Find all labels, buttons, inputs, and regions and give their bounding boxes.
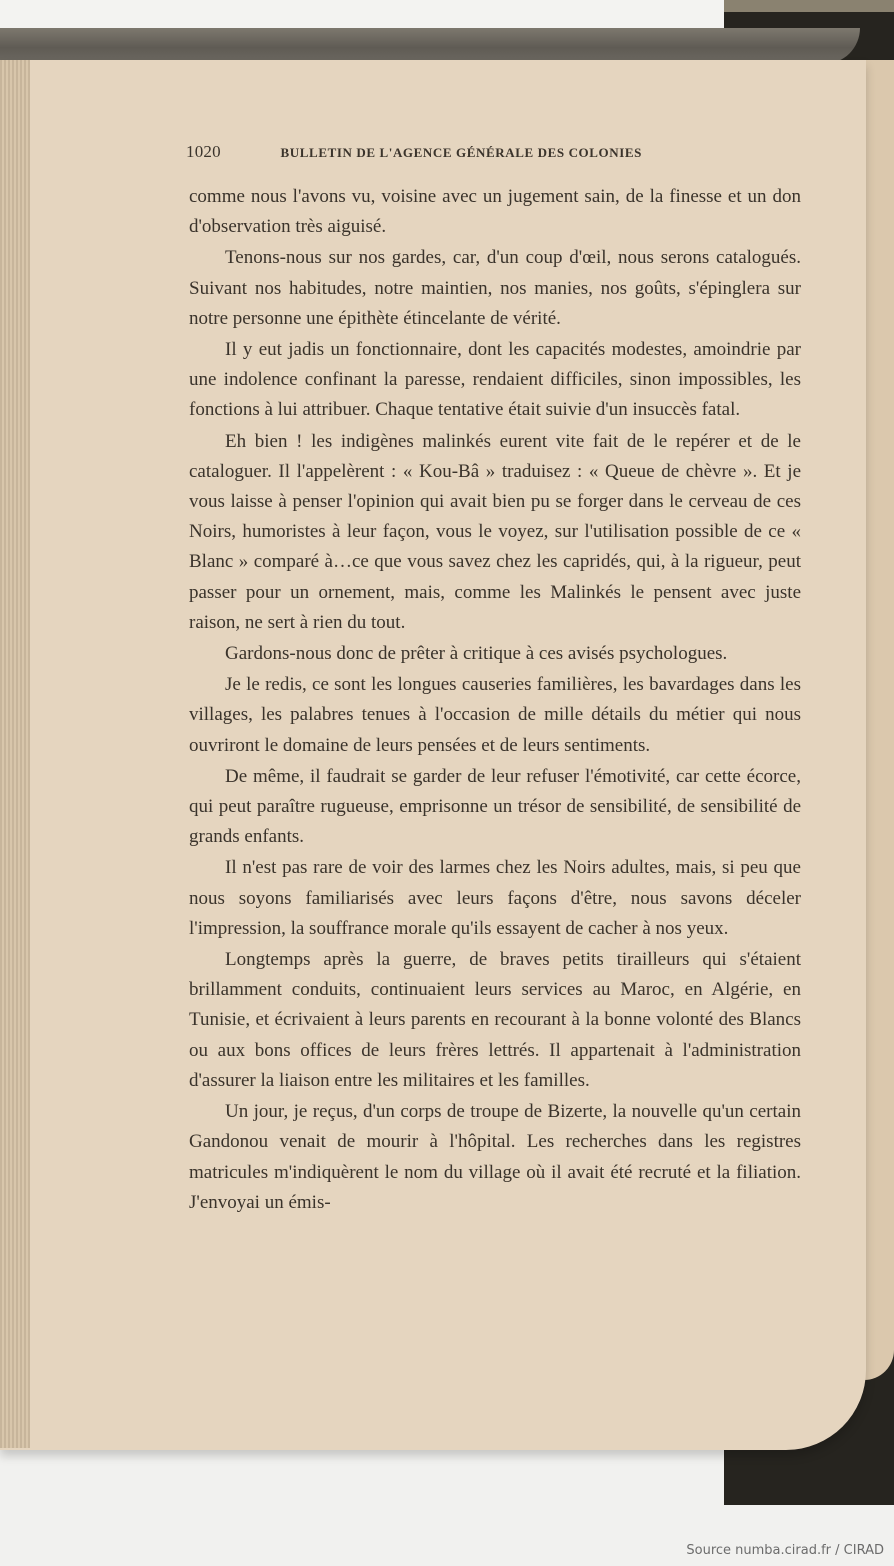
paragraph: comme nous l'avons vu, voisine avec un jugement sain, de la finesse et un don d'observation très aiguisé. <box>189 186 801 238</box>
paragraph: Il y eut jadis un fonctionnaire, dont les capacités modestes, amoindrie par une indolence confinant la paresse, rendaient difficiles, sinon impossibles, les fonctions à lui attribuer. Chaque tentative était suivie d'un insuccès fatal. <box>189 339 801 421</box>
paragraph: De même, il faudrait se garder de leur refuser l'émotivité, car cette écorce, qui peut paraître rugueuse, emprisonne un trésor de sensibilité, de sensibilité de grands enfants. <box>189 765 801 848</box>
paragraph: Je le redis, ce sont les longues causeries familières, les bavardages dans les villages, les palabres tenues à l'occasion de mille détails du métier qui nous ouvriront le domaine de leurs pensées et de leurs sentiments. <box>189 674 801 756</box>
book-cover-edge <box>724 0 894 12</box>
body-text <box>189 182 801 1218</box>
paragraph: Gardons-nous donc de prêter à critique à ces avisés psychologues. <box>225 643 728 665</box>
running-header <box>186 142 826 162</box>
source-credit: Source numba.cirad.fr / CIRAD <box>686 1543 884 1558</box>
running-title: BULLETIN DE L'AGENCE GÉNÉRALE DES COLONIES <box>280 145 642 160</box>
paragraph: Eh bien ! les indigènes malinkés eurent vite fait de le repérer et de le cataloguer. Il l'appelèrent : « Kou-Bâ » traduisez : « Queue de chèvre ». Et je vous laisse à penser l'opinion qui avait bien pu se forger dans le cerveau de ces Noirs, humoristes à leur façon, vous le voyez, sur l'utilisation possible de ce « Blanc » comparé à…ce que vous savez chez les capridés, qui, à la rigueur, peut passer pour un ornement, mais, comme les Malinkés le pensent avec juste raison, ne sert à rien du tout. <box>189 430 801 633</box>
page-stack-left-edge <box>0 60 30 1448</box>
book-page-stack-edge <box>0 28 860 64</box>
page-number: 1020 <box>186 142 221 161</box>
paragraph: Longtemps après la guerre, de braves petits tirailleurs qui s'étaient brillamment conduits, continuaient leurs services au Maroc, en Algérie, en Tunisie, et écrivaient à leurs parents en recourant à la bonne volonté des Blancs ou aux bons offices de leurs frères lettrés. Il appartenait à l'administration d'assurer la liaison entre les militaires et les familles. <box>189 949 801 1091</box>
paragraph: Un jour, je reçus, d'un corps de troupe de Bizerte, la nouvelle qu'un certain Gandonou venait de mourir à l'hôpital. Les recherches dans les registres matricules m'indiquèrent le nom du village où il avait été recruté et la filiation. J'envoyai un émis- <box>189 1101 801 1213</box>
paragraph: Il n'est pas rare de voir des larmes chez les Noirs adultes, mais, si peu que nous soyons familiarisés avec leurs façons d'être, nous savons déceler l'impression, la souffrance morale qu'ils essayent de cacher à nos yeux. <box>189 857 801 939</box>
paragraph: Tenons-nous sur nos gardes, car, d'un coup d'œil, nous serons catalogués. Suivant nos habitudes, notre maintien, nos manies, nos goûts, s'épinglera sur notre personne une épithète étincelante de vérité. <box>189 247 801 329</box>
facing-page-gutter <box>862 60 894 1380</box>
